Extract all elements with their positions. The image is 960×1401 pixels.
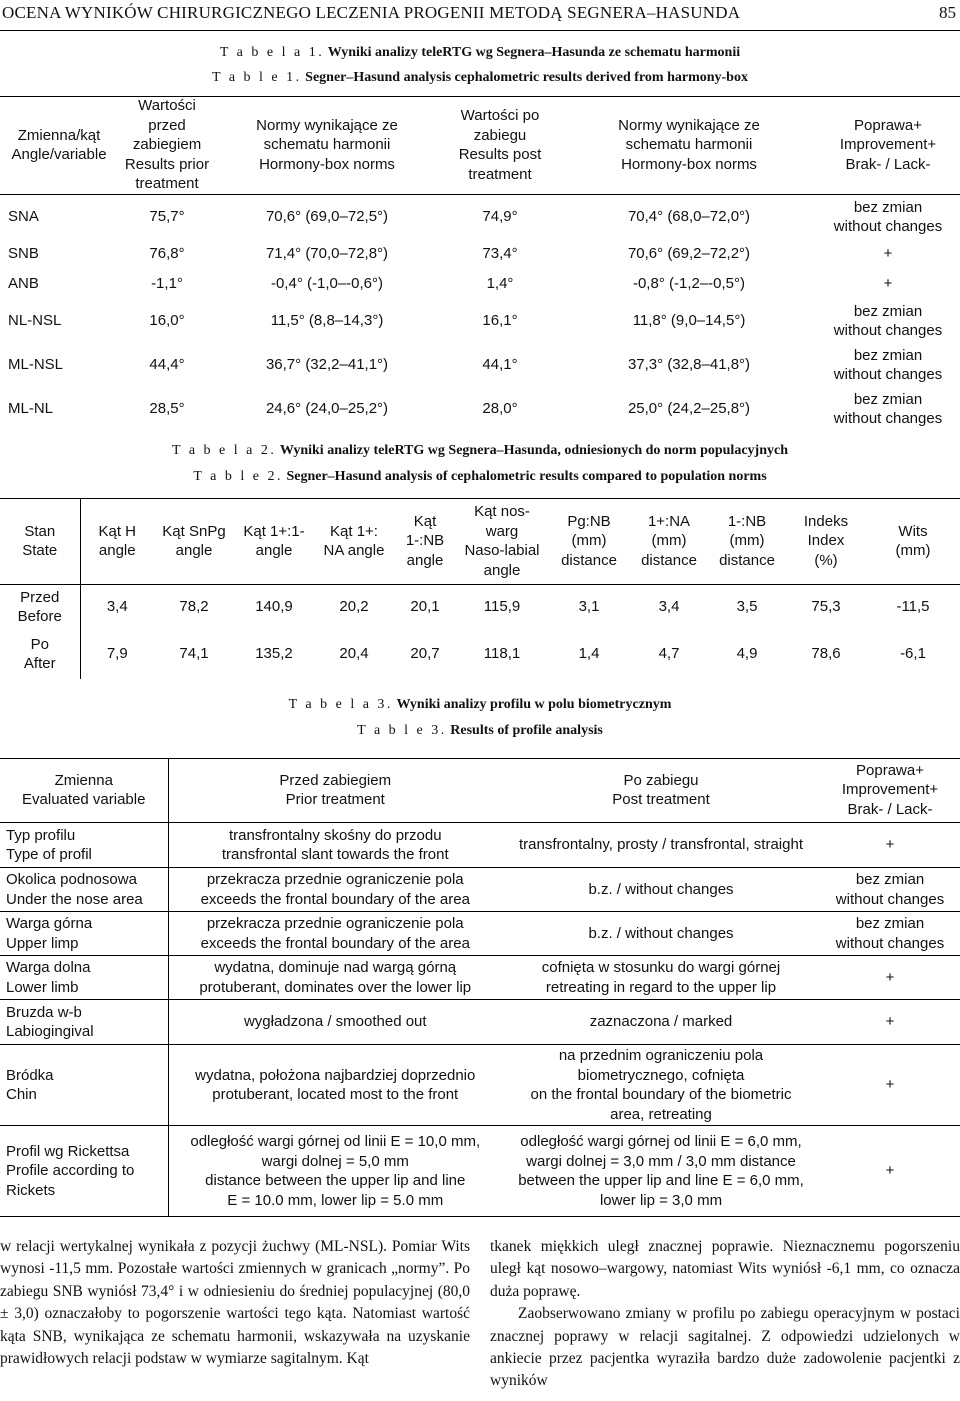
table2-value-cell: -11,5 — [896, 598, 930, 616]
table3-cell-variable-line: Profil wg Rickettsa — [6, 1142, 130, 1160]
table3-cell-after-line: cofnięta w stosunku do wargi górnej — [541, 959, 781, 976]
table3-cell-variable-line: Warga dolna — [6, 959, 91, 976]
table1-cell-after: 73,4° — [482, 245, 518, 263]
table2-header-cell — [394, 498, 456, 585]
table1-cell-variable: NL-NSL — [8, 312, 62, 330]
table3-cell-result-line: without changes — [835, 934, 945, 952]
table3-cell-variable-line: Type of profil — [6, 846, 92, 863]
table1-cell-result — [816, 343, 960, 387]
table3-cell-result — [820, 956, 960, 1000]
table2-value-cell: 3,5 — [736, 598, 758, 616]
table1-cell-variable: ANB — [8, 275, 39, 293]
table2 — [0, 498, 960, 679]
table1-cell-result-line: without changes — [833, 366, 943, 383]
paragraph: tkanek miękkich uległ znacznej poprawie. Nieznacznemu pogorszeniu uległ kąt nosowo–wargowy, natomiast Wits wyniósł -6,1 mm, co oznacza duża poprawę. — [490, 1238, 960, 1300]
table2-value-cell: 20,7 — [410, 645, 440, 663]
table1-row — [0, 299, 960, 343]
table3-cell-before-line: exceeds the frontal boundary of the area — [200, 934, 470, 952]
table1-cell-result-line: bez zmian — [853, 302, 923, 320]
table3-cell-variable-line: Bródka — [6, 1066, 54, 1084]
table1-cell-result-line: without changes — [833, 410, 943, 427]
table1-cell-result-line: + — [883, 275, 893, 293]
table3-header-cell-line: Po zabiegu — [623, 771, 699, 789]
table1-header-cell — [438, 96, 562, 195]
table2-value-cell: 78,6 — [811, 645, 841, 663]
table1-row — [0, 239, 960, 269]
table1-header-cell-line: Hormony-box norms — [621, 155, 757, 173]
table2-value-cell: 20,1 — [410, 598, 440, 616]
table2-header-cell — [630, 498, 708, 585]
table1-cell-result-line: without changes — [833, 322, 943, 339]
table2-header-cell — [786, 498, 866, 585]
table1-cell-result — [816, 269, 960, 299]
table3-cell-variable-line: Rickets — [6, 1181, 56, 1199]
table3-row — [0, 1045, 960, 1126]
table3-header-cell-line: Poprawa+ — [856, 761, 924, 779]
table3-header-cell-line: Brak- / Lack- — [847, 800, 933, 818]
table1-cell-norm-after: -0,8° (-1,2–-0,5°) — [632, 275, 746, 293]
table3-cell-after-line: b.z. / without changes — [588, 880, 734, 898]
table2-header-cell — [154, 498, 234, 585]
table1-header-cell-line: Improvement+ — [839, 136, 937, 154]
table3-row — [0, 823, 960, 868]
table3-header-cell-line: Przed zabiegiem — [279, 771, 392, 789]
table2-header-cell-line: Kąt — [413, 512, 437, 530]
table3-row — [0, 868, 960, 912]
table3-cell-result — [820, 1000, 960, 1045]
table3-cell-after-line: on the frontal boundary of the biometric — [530, 1086, 792, 1103]
table2-header-row — [0, 498, 960, 585]
table2-header-cell-line: Stan — [24, 522, 56, 540]
table3-header-cell-line: Improvement+ — [841, 781, 939, 799]
table3-cell-before — [168, 912, 502, 956]
table2-value-cell: 7,9 — [106, 645, 128, 663]
running-title: OCENA WYNIKÓW CHIRURGICZNEGO LECZENIA PROGENII METODĄ SEGNERA–HASUNDA — [2, 3, 741, 22]
table1-cell-before: 44,4° — [149, 356, 185, 374]
table3-cell-after — [502, 956, 820, 1000]
table3-row — [0, 1126, 960, 1217]
table1-cell-norm-before: 71,4° (70,0–72,8°) — [265, 245, 389, 263]
table3-cell-variable-line: Bruzda w-b — [6, 1003, 82, 1021]
page-number: 85 — [939, 3, 956, 22]
table3-cell-before-line: wygładzona / smoothed out — [243, 1013, 427, 1031]
table2-row — [0, 629, 960, 679]
table1-cell-result-line: bez zmian — [853, 346, 923, 364]
table2-caption-en: T a b l e 2. Segner–Hasund analysis of cephalometric results compared to population norms — [193, 469, 767, 484]
table3-cell-after — [502, 1000, 820, 1045]
table1-cell-variable: ML-NSL — [8, 356, 64, 374]
table3-row — [0, 1000, 960, 1045]
table1-cell-result — [816, 195, 960, 240]
table3-cell-before-line: exceeds the frontal boundary of the area — [200, 890, 470, 908]
table1-cell-variable: SNA — [8, 208, 39, 226]
table2-header-cell — [866, 498, 960, 585]
table1-header-cell-line: treatment — [468, 165, 532, 183]
table3-cell-variable-line: Lower limb — [6, 978, 79, 996]
table2-header-cell-line: Kąt 1+:1- — [243, 522, 305, 540]
table1-header-cell-line: Brak- / Lack- — [845, 155, 931, 173]
table1-cell-norm-before: 70,6° (69,0–72,5°) — [265, 208, 389, 226]
table3-cell-after-line: na przednim ograniczeniu pola — [558, 1047, 764, 1064]
table2-header-cell — [80, 498, 154, 585]
table3-cell-before — [168, 956, 502, 1000]
table1-cell-before: 75,7° — [149, 208, 185, 226]
table2-header-cell-line: (mm) — [729, 532, 765, 550]
table2-value-cell: -6,1 — [900, 645, 926, 663]
table2-header-cell-line: NA angle — [323, 542, 385, 559]
table2-header-cell-line: Naso-labial — [464, 542, 540, 559]
table1-cell-after: 74,9° — [482, 208, 518, 226]
table1-row — [0, 343, 960, 387]
table2-value-cell: 3,4 — [106, 598, 128, 616]
table3-cell-after — [502, 1045, 820, 1126]
table2-header-cell-line: Wits — [898, 522, 928, 540]
table1-header-cell — [216, 96, 438, 195]
table2-header-cell-line: (mm) — [895, 542, 931, 559]
table2-value-cell: 1,4 — [578, 645, 600, 663]
table3-header-cell-line: Evaluated variable — [22, 791, 146, 808]
table1-cell-after: 16,1° — [482, 312, 518, 330]
table2-header-cell-line: distance — [719, 551, 775, 569]
paragraph: w relacji wertykalnej wynikała z pozycji żuchwy (ML-NSL). Pomiar Wits wynosi -11,5 mm. Pozostałe wartości zmiennych w granicach „normy”. Po zabiegu SNB wyniósł 73,4° i w odniesieniu do średniej populacyjnej (80,0 ± 3,0) oznaczałoby to pogorszenie wartości tego kąta. Natomiast wartość kąta SNB, wynikająca ze schematu harmonii, wskazywała na uzyskanie prawidłowych relacji podstaw w wymiarze sagitalnym. Kąt — [0, 1238, 470, 1368]
table3-cell-variable-line: Warga górna — [6, 915, 93, 932]
table2-value-cell: 135,2 — [255, 645, 293, 663]
table3-cell-result — [820, 868, 960, 912]
table3-header-cell — [168, 758, 502, 823]
table3-cell-after-line: biometrycznego, cofnięta — [577, 1066, 745, 1084]
table1-cell-variable: SNB — [8, 245, 39, 263]
table3-cell-variable — [0, 1126, 168, 1217]
table2-header-cell-line: 1-:NB — [405, 532, 445, 550]
table1-cell-after: 28,0° — [482, 400, 518, 418]
table2-state-cell-line: After — [23, 655, 56, 672]
table1-cell-result-line: bez zmian — [853, 198, 923, 216]
table1-cell-norm-after: 11,8° (9,0–14,5°) — [632, 312, 746, 330]
table3 — [0, 758, 960, 1217]
table3-cell-before — [168, 1126, 502, 1217]
table1-header-cell-line: schematu harmonii — [625, 136, 753, 154]
table3-cell-result-line: + — [885, 1076, 895, 1094]
table1-header-cell-line: Angle/variable — [11, 146, 107, 163]
table3-cell-variable — [0, 1045, 168, 1126]
table3-header-cell-line: Zmienna — [54, 771, 113, 789]
table3-cell-before-line: wargi dolnej = 5,0 mm — [261, 1152, 409, 1170]
table3-cell-result-line: without changes — [835, 890, 945, 908]
table1-header-cell-line: Results prior — [124, 155, 210, 173]
table3-cell-result-line: + — [885, 1162, 895, 1180]
table3-cell-before-line: protuberant, located most to the front — [212, 1086, 459, 1103]
table1-cell-after: 1,4° — [486, 275, 514, 293]
table3-cell-variable-line: Labiogingival — [6, 1023, 94, 1040]
table2-state-cell-line: Po — [30, 635, 49, 653]
table1-cell-result — [816, 239, 960, 269]
table2-header-cell-line: Index — [807, 532, 845, 550]
table2-header-cell-line: 1+:NA — [647, 512, 691, 530]
table1-header-cell — [0, 96, 118, 195]
table3-cell-result — [820, 823, 960, 868]
table2-header-cell-line: angle — [255, 542, 293, 559]
table3-cell-result-line: bez zmian — [855, 871, 925, 888]
table2-header-cell-line: Indeks — [803, 512, 849, 530]
table3-cell-before-line: distance between the upper lip and line — [205, 1172, 466, 1189]
table1-cell-before: -1,1° — [151, 275, 183, 293]
table3-cell-before-line: przekracza przednie ograniczenie pola — [206, 915, 464, 932]
table1-header-cell-line: Wartości przed — [138, 97, 196, 134]
table3-cell-variable — [0, 823, 168, 868]
table3-caption-en: T a b l e 3. Results of profile analysis — [357, 723, 603, 738]
table3-cell-variable-line: Profile according to — [6, 1162, 135, 1180]
table3-cell-before-line: E = 10.0 mm, lower lip = 5.0 mm — [227, 1191, 444, 1209]
table1-cell-norm-after: 70,6° (69,2–72,2°) — [627, 245, 751, 263]
table1-cell-result — [816, 299, 960, 343]
table2-header-cell-line: distance — [561, 551, 617, 569]
table2-value-cell: 4,7 — [658, 645, 680, 663]
table1-header-cell-line: Normy wynikające ze — [256, 116, 398, 134]
table3-cell-after-line: zaznaczona / marked — [589, 1013, 733, 1031]
table3-header-row — [0, 758, 960, 823]
table3-cell-variable — [0, 956, 168, 1000]
table2-header-cell-line: angle — [175, 542, 213, 559]
table2-state-cell — [0, 629, 80, 679]
table1-cell-variable: ML-NL — [8, 400, 54, 418]
table2-header-cell-line: angle — [406, 551, 444, 569]
table1 — [0, 96, 960, 431]
table2-header-cell-line: warg — [485, 522, 519, 540]
table1-header-cell-line: zabiegu — [473, 126, 527, 144]
table2-header-cell — [314, 498, 394, 585]
table3-header-cell — [820, 758, 960, 823]
table3-cell-before-line: protuberant, dominates over the lower lip — [199, 978, 472, 996]
table3-cell-after-line: b.z. / without changes — [588, 924, 734, 942]
table1-cell-norm-before: 11,5° (8,8–14,3°) — [270, 312, 384, 330]
table3-cell-result — [820, 1045, 960, 1126]
table2-header-cell-line: Kąt H — [98, 522, 136, 540]
table2-header-cell — [234, 498, 314, 585]
table3-cell-variable-line: Okolica podnosowa — [6, 871, 137, 888]
table2-header-cell — [456, 498, 548, 585]
table2-header-cell-line: (mm) — [651, 532, 687, 550]
table3-cell-variable — [0, 912, 168, 956]
table1-cell-norm-after: 37,3° (32,8–41,8°) — [627, 356, 751, 374]
table1-header-cell-line: Poprawa+ — [854, 116, 922, 134]
table1-header-cell-line: Hormony-box norms — [259, 155, 395, 173]
table2-header-cell-line: angle — [98, 542, 136, 559]
table3-cell-variable-line: Chin — [6, 1086, 37, 1103]
table3-cell-variable — [0, 868, 168, 912]
table2-header-cell-line: Pg:NB — [567, 512, 611, 530]
table2-value-cell: 115,9 — [483, 598, 521, 616]
table2-caption-pl: T a b e l a 2. Wyniki analizy teleRTG wg Segnera–Hasunda, odniesionych do norm populacyjnych — [172, 443, 788, 458]
table2-value-cell: 118,1 — [483, 645, 521, 663]
table1-caption-pl: T a b e l a 1. Wyniki analizy teleRTG wg Segnera–Hasunda ze schematu harmonii — [219, 45, 741, 60]
table3-cell-before — [168, 823, 502, 868]
table3-cell-result — [820, 912, 960, 956]
table1-cell-norm-after: 25,0° (24,2–25,8°) — [627, 400, 751, 418]
table3-cell-after-line: area, retreating — [610, 1105, 712, 1123]
table3-header-cell — [0, 758, 168, 823]
table1-cell-norm-before: 24,6° (24,0–25,2°) — [265, 400, 389, 418]
table2-value-cell: 3,4 — [658, 598, 680, 616]
body-text-left-column — [0, 1236, 470, 1370]
table1-header-cell — [118, 96, 216, 195]
table1-header-cell — [562, 96, 816, 195]
table3-cell-before — [168, 1045, 502, 1126]
table3-cell-result-line: + — [885, 1013, 895, 1031]
table2-value-cell: 75,3 — [811, 598, 841, 616]
table3-cell-after — [502, 823, 820, 868]
table3-header-cell-line: Prior treatment — [285, 791, 385, 808]
table1-cell-norm-before: -0,4° (-1,0–-0,6°) — [270, 275, 384, 293]
table1-header-cell-line: Wartości po — [460, 107, 540, 124]
table3-cell-variable-line: Under the nose area — [6, 890, 143, 908]
table2-value-cell: 74,1 — [179, 645, 209, 663]
table2-header-cell-line: (%) — [814, 551, 838, 569]
table1-header-cell-line: zabiegiem — [132, 136, 202, 154]
table3-cell-after — [502, 1126, 820, 1217]
table3-cell-before-line: odległość wargi górnej od linii E = 10,0 mm, — [190, 1133, 481, 1150]
table2-header-cell-line: 1-:NB — [727, 512, 767, 530]
table3-cell-variable-line: Typ profilu — [6, 826, 76, 844]
table1-header-cell-line: treatment — [135, 175, 199, 193]
table2-value-cell: 4,9 — [736, 645, 758, 663]
table1-cell-before: 16,0° — [149, 312, 185, 330]
table3-cell-after — [502, 868, 820, 912]
table3-cell-result — [820, 1126, 960, 1217]
table3-cell-after-line: wargi dolnej = 3,0 mm / 3,0 mm distance — [526, 1152, 796, 1170]
table1-row — [0, 195, 960, 240]
table1-cell-after: 44,1° — [482, 356, 518, 374]
table3-cell-after — [502, 912, 820, 956]
table1-row — [0, 269, 960, 299]
table2-value-cell: 20,2 — [339, 598, 369, 616]
table3-cell-result-line: bez zmian — [855, 915, 925, 932]
table1-cell-result — [816, 387, 960, 431]
table3-cell-before-line: przekracza przednie ograniczenie pola — [206, 871, 464, 888]
table2-header-cell-line: Kąt SnPg — [162, 522, 226, 540]
table2-header-cell-line: (mm) — [571, 532, 607, 550]
table3-cell-before-line: wydatna, dominuje nad wargą górną — [214, 959, 457, 976]
table1-cell-result-line: bez zmian — [853, 390, 923, 408]
table3-cell-after-line: between the upper lip and line E = 6,0 mm, — [518, 1172, 804, 1189]
table3-cell-before — [168, 868, 502, 912]
table1-cell-before: 76,8° — [149, 245, 185, 263]
table3-cell-result-line: + — [885, 836, 895, 854]
table1-header-cell-line: Normy wynikające ze — [618, 116, 760, 134]
table2-state-cell-line: Before — [17, 608, 62, 625]
table2-value-cell: 78,2 — [179, 598, 209, 616]
table3-row — [0, 912, 960, 956]
table2-header-cell-line: Kąt nos- — [474, 503, 530, 520]
table1-header-cell-line: schematu harmonii — [263, 136, 391, 154]
table3-cell-after-line: transfrontalny, prosty / transfrontal, straight — [518, 836, 803, 854]
table1-cell-norm-before: 36,7° (32,2–41,1°) — [265, 356, 389, 374]
table2-header-cell — [0, 498, 80, 585]
table3-cell-after-line: retreating in regard to the upper lip — [545, 978, 777, 996]
table1-row — [0, 387, 960, 431]
table2-value-cell: 20,4 — [339, 645, 369, 663]
table3-cell-result-line: + — [885, 968, 895, 986]
table1-cell-result-line: + — [883, 245, 893, 263]
table3-row — [0, 956, 960, 1000]
table1-cell-norm-after: 70,4° (68,0–72,0°) — [627, 208, 751, 226]
table2-header-cell-line: distance — [641, 551, 697, 569]
table2-header-cell-line: Kąt 1+: — [330, 522, 378, 540]
page-header — [0, 0, 960, 31]
table3-cell-variable-line: Upper limp — [6, 934, 79, 952]
table2-row — [0, 585, 960, 630]
table3-cell-before — [168, 1000, 502, 1045]
table3-header-cell — [502, 758, 820, 823]
table1-cell-before: 28,5° — [149, 400, 185, 418]
table3-cell-after-line: lower lip = 3,0 mm — [599, 1191, 723, 1209]
table2-value-cell: 140,9 — [255, 598, 293, 616]
table2-header-cell-line: angle — [483, 561, 521, 579]
table1-cell-result-line: without changes — [833, 218, 943, 235]
table1-header-cell-line: Results post — [458, 146, 542, 163]
table3-header-cell-line: Post treatment — [612, 791, 710, 808]
table3-cell-before-line: wydatna, położona najbardziej doprzednio — [195, 1066, 476, 1084]
table2-value-cell: 3,1 — [578, 598, 600, 616]
table1-caption-en: T a b l e 1. Segner–Hasund analysis cephalometric results derived from harmony-box — [212, 70, 748, 85]
table2-header-cell — [548, 498, 630, 585]
table3-cell-after-line: odległość wargi górnej od linii E = 6,0 mm, — [520, 1133, 802, 1150]
table3-cell-variable — [0, 1000, 168, 1045]
table3-cell-before-line: transfrontal slant towards the front — [221, 846, 449, 863]
table1-header-row — [0, 96, 960, 195]
paragraph: Zaobserwowano zmiany w profilu po zabiegu operacyjnym w postaci znacznej poprawy w relacji sagitalnej. Z odpowiedzi udzielonych w ankiecie przez pacjentka wyraziła bardzo duże zadowolenie pacjentki z wyników — [490, 1305, 960, 1390]
table2-state-cell-line: Przed — [20, 588, 60, 606]
table2-header-cell — [708, 498, 786, 585]
table1-header-cell-line: Zmienna/kąt — [17, 126, 101, 144]
table1-header-cell — [816, 96, 960, 195]
table2-header-cell-line: State — [22, 542, 58, 559]
body-text-right-column — [490, 1236, 960, 1393]
table3-cell-before-line: transfrontalny skośny do przodu — [228, 826, 442, 844]
table3-caption-pl: T a b e l a 3. Wyniki analizy profilu w polu biometrycznym — [288, 697, 672, 712]
table2-state-cell — [0, 585, 80, 630]
